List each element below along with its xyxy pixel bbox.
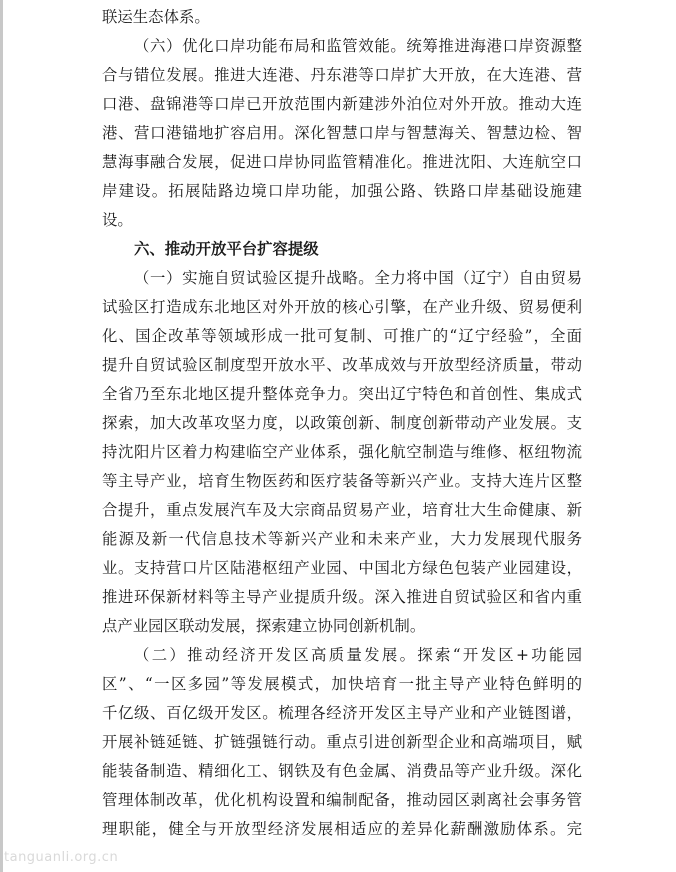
watermark: tanguanli.org.cn (4, 850, 119, 865)
text-line: 区”、“一区多园”等发展模式，加快培育一批主导产业特色鲜明的 (102, 675, 582, 693)
text-line: 业。支持营口片区陆港枢纽产业园、中国北方绿色包装产业园建设， (102, 559, 582, 577)
text-line: 化、国企改革等领域形成一批可复制、可推广的“辽宁经验”，全面 (102, 327, 582, 345)
text-line: （一）实施自贸试验区提升战略。全力将中国（辽宁）自由贸易 (134, 269, 582, 287)
section-heading: 六、推动开放平台扩容提级 (134, 240, 319, 258)
text-line: 千亿级、百亿级开发区。梳理各经济开发区主导产业和产业链图谱， (102, 704, 582, 722)
text-line: 合提升，重点发展汽车及大宗商品贸易产业，培育壮大生命健康、新 (102, 501, 582, 519)
text-line: 口港、盘锦港等口岸已开放范围内新建涉外泊位对外开放。推动大连 (102, 95, 582, 113)
text-line: 等主导产业，培育生物医药和医疗装备等新兴产业。支持大连片区整 (102, 472, 582, 490)
text-line: 设。 (102, 211, 133, 229)
text-line: （二）推动经济开发区高质量发展。探索“开发区+功能园 (134, 646, 582, 664)
text-line: 能装备制造、精细化工、钢铁及有色金属、消费品等产业升级。深化 (102, 762, 582, 780)
text-line: 联运生态体系。 (102, 8, 210, 26)
text-line: 理职能，健全与开放型经济发展相适应的差异化薪酬激励体系。完 (102, 820, 582, 838)
left-border-rule (0, 0, 3, 872)
text-line: 岸建设。拓展陆路边境口岸功能，加强公路、铁路口岸基础设施建 (102, 182, 582, 200)
text-line: 能源及新一代信息技术等新兴产业和未来产业，大力发展现代服务 (102, 530, 582, 548)
text-line: 推进环保新材料等主导产业提质升级。深入推进自贸试验区和省内重 (102, 588, 582, 606)
text-line: 开展补链延链、扩链强链行动。重点引进创新型企业和高端项目，赋 (102, 733, 582, 751)
document-body (102, 0, 582, 844)
text-line: （六）优化口岸功能布局和监管效能。统筹推进海港口岸资源整 (134, 37, 582, 55)
text-line: 点产业园区联动发展，探索建立协同创新机制。 (102, 617, 426, 635)
text-line: 慧海事融合发展，促进口岸协同监管精准化。推进沈阳、大连航空口 (102, 153, 582, 171)
text-line: 试验区打造成东北地区对外开放的核心引擎，在产业升级、贸易便利 (102, 298, 582, 316)
text-line: 提升自贸试验区制度型开放水平、改革成效与开放型经济质量，带动 (102, 356, 582, 374)
text-line: 探索，加大改革攻坚力度，以政策创新、制度创新带动产业发展。支 (102, 414, 582, 432)
text-line: 持沈阳片区着力构建临空产业体系，强化航空制造与维修、枢纽物流 (102, 443, 582, 461)
text-line: 合与错位发展。推进大连港、丹东港等口岸扩大开放，在大连港、营 (102, 66, 582, 84)
text-line: 港、营口港锚地扩容启用。深化智慧口岸与智慧海关、智慧边检、智 (102, 124, 582, 142)
text-line: 全省乃至东北地区提升整体竞争力。突出辽宁特色和首创性、集成式 (102, 385, 582, 403)
text-line: 管理体制改革，优化机构设置和编制配备，推动园区剥离社会事务管 (102, 791, 582, 809)
